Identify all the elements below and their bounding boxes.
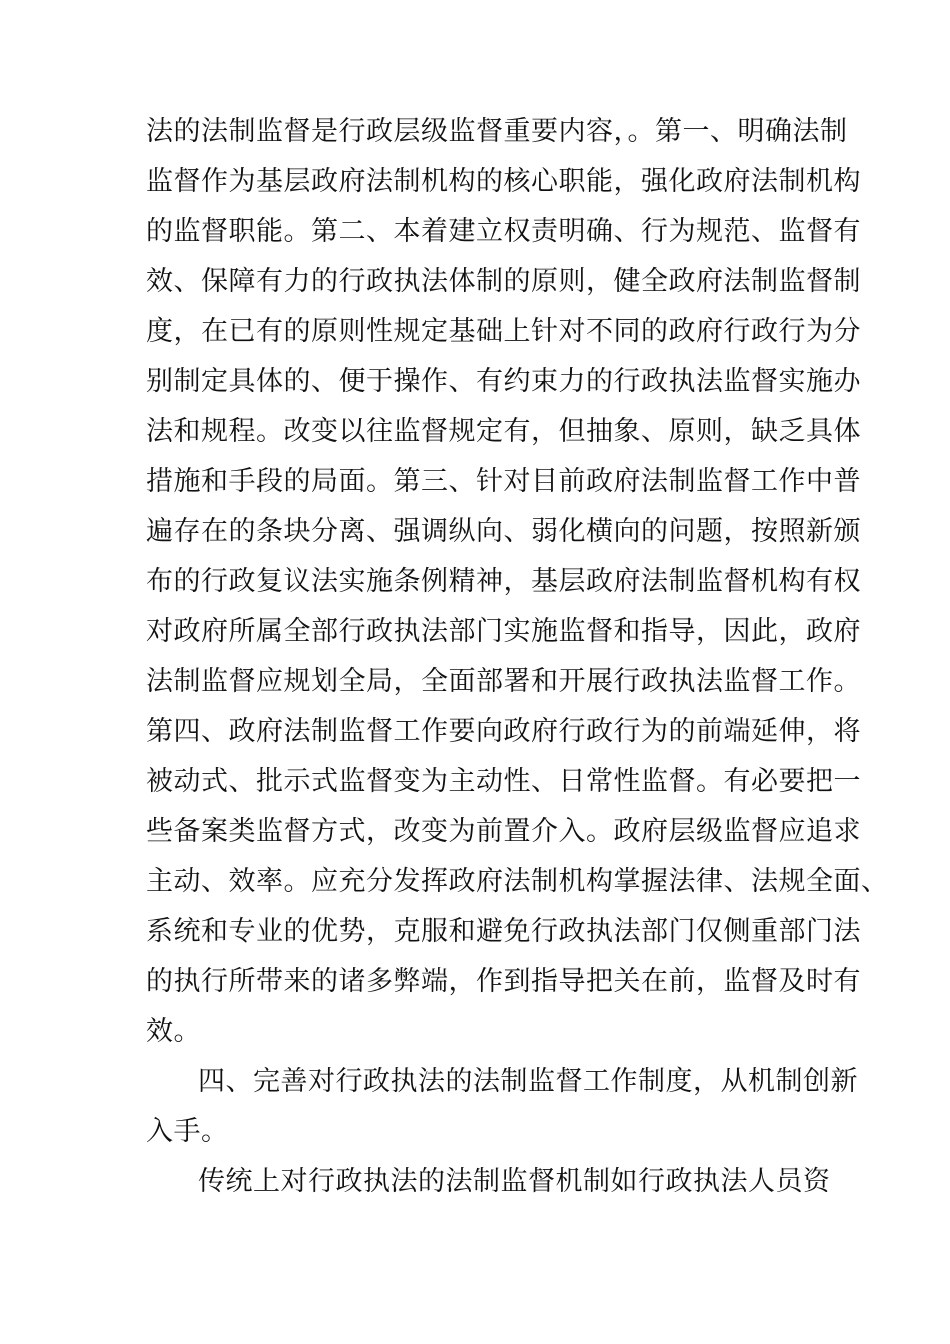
text-line: 监督作为基层政府法制机构的核心职能，强化政府法制机构 [146, 166, 861, 197]
text-line: 第四、政府法制监督工作要向政府行政行为的前端延伸，将 [146, 716, 861, 747]
text-line: 措施和手段的局面。第三、针对目前政府法制监督工作中普 [146, 466, 861, 497]
section-heading-line: 四、完善对行政执法的法制监督工作制度，从机制创新 [198, 1066, 858, 1097]
text-line: 对政府所属全部行政执法部门实施监督和指导，因此，政府 [146, 616, 861, 647]
text-line: 被动式、批示式监督变为主动性、日常性监督。有必要把一 [146, 766, 861, 797]
text-line: 法的法制监督是行政层级监督重要内容，。第一、明确法制 [146, 116, 848, 147]
text-line: 遍存在的条块分离、强调纵向、弱化横向的问题，按照新颁 [146, 516, 861, 547]
text-line: 法制监督应规划全局，全面部署和开展行政执法监督工作。 [146, 666, 861, 697]
text-line: 主动、效率。应充分发挥政府法制机构掌握法律、法规全面、 [146, 866, 889, 897]
text-line: 别制定具体的、便于操作、有约束力的行政执法监督实施办 [146, 366, 861, 397]
text-line: 布的行政复议法实施条例精神，基层政府法制监督机构有权 [146, 566, 861, 597]
text-line: 度，在已有的原则性规定基础上针对不同的政府行政行为分 [146, 316, 861, 347]
text-line: 传统上对行政执法的法制监督机制如行政执法人员资 [198, 1166, 831, 1197]
text-line: 的监督职能。第二、本着建立权责明确、行为规范、监督有 [146, 216, 861, 247]
text-line: 些备案类监督方式，改变为前置介入。政府层级监督应追求 [146, 816, 861, 847]
text-line: 效。 [146, 1016, 201, 1047]
text-line: 的执行所带来的诸多弊端，作到指导把关在前，监督及时有 [146, 966, 861, 997]
text-line: 效、保障有力的行政执法体制的原则，健全政府法制监督制 [146, 266, 861, 297]
text-line: 系统和专业的优势，克服和避免行政执法部门仅侧重部门法 [146, 916, 861, 947]
section-heading-line: 入手。 [146, 1116, 229, 1147]
text-line: 法和规程。改变以往监督规定有，但抽象、原则，缺乏具体 [146, 416, 861, 447]
